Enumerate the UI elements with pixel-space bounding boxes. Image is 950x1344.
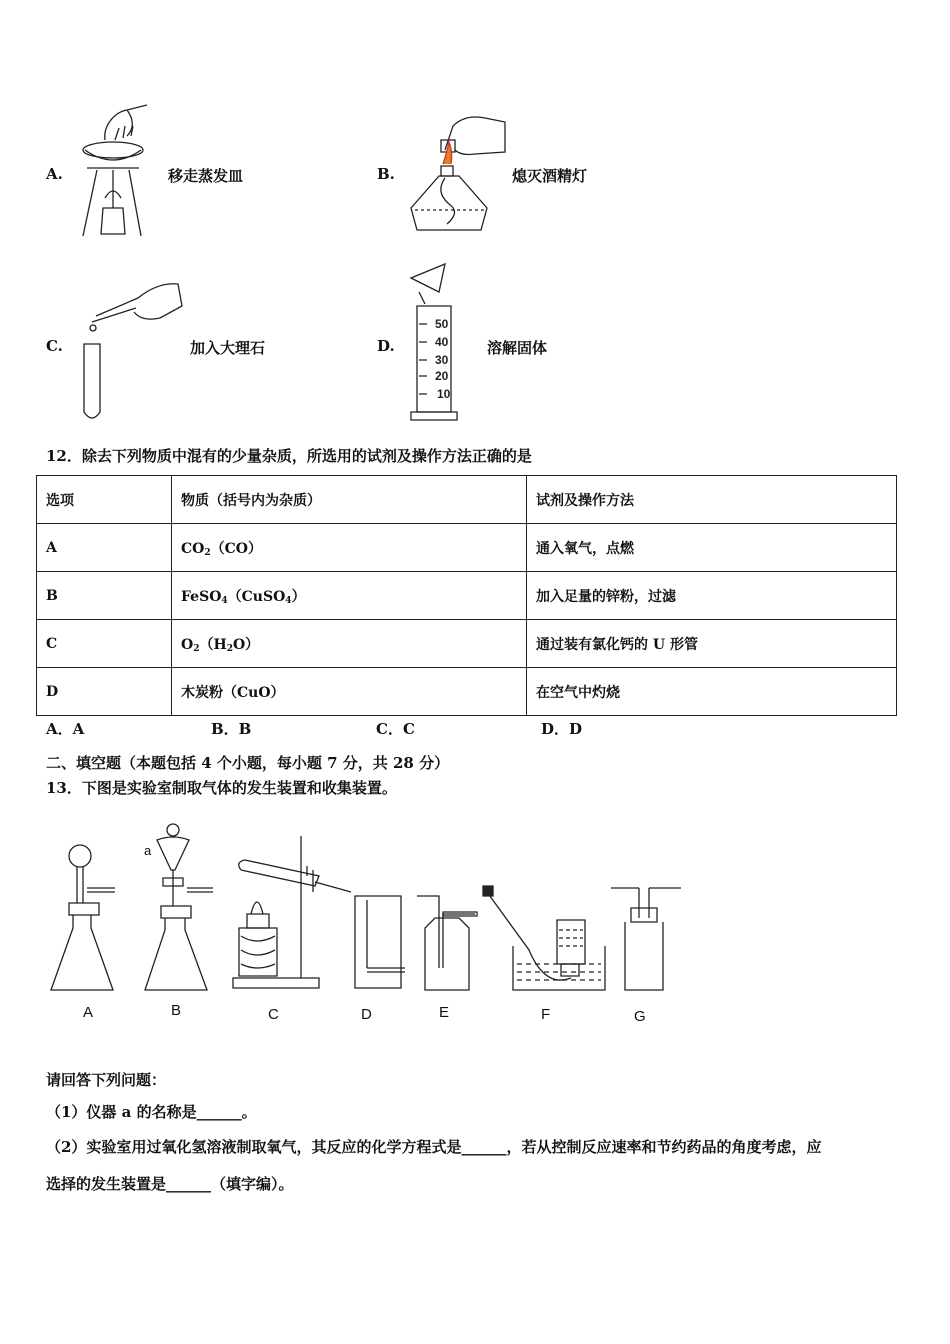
header-substance: 物质（括号内为杂质） xyxy=(172,476,527,524)
gas-apparatus-figure xyxy=(45,818,695,1033)
option-c-text: 加入大理石 xyxy=(190,339,266,357)
table-row xyxy=(37,668,897,716)
cylinder-mark-10: 10 xyxy=(437,387,451,401)
option-c-letter: C. xyxy=(46,337,63,355)
cylinder-mark-50: 50 xyxy=(435,317,449,331)
answer-d: D．D xyxy=(541,720,583,738)
option-a-text: 移走蒸发皿 xyxy=(168,167,244,185)
q12-table xyxy=(36,475,897,716)
q13-sub2-line1: （2）实验室用过氧化氢溶液制取氧气，其反应的化学方程式是______，若从控制反应速率和节约药品的角度考虑，应 xyxy=(46,1138,822,1156)
apparatus-label-d: D xyxy=(361,1006,372,1023)
q13-sub2-line2: 选择的发生装置是______（填字编）。 xyxy=(46,1175,294,1193)
answer-a: A．A xyxy=(46,720,85,738)
cylinder-mark-40: 40 xyxy=(435,335,449,349)
option-a-letter: A. xyxy=(46,165,63,183)
cylinder-mark-20: 20 xyxy=(435,369,449,383)
apparatus-label-g: G xyxy=(634,1008,646,1025)
row-substance: FeSO$_4$（CuSO$_4$） xyxy=(172,572,527,620)
q12-title: 12．除去下列物质中混有的少量杂质，所选用的试剂及操作方法正确的是 xyxy=(46,447,532,465)
table-row xyxy=(37,524,897,572)
apparatus-label-f: F xyxy=(541,1006,551,1023)
table-header-row xyxy=(37,476,897,524)
test-tube-tongs-illustration xyxy=(78,276,188,422)
option-d-letter: D. xyxy=(377,337,395,355)
row-option: C xyxy=(37,620,172,668)
funnel-label-a: a xyxy=(144,843,152,858)
row-method: 加入足量的锌粉，过滤 xyxy=(527,572,897,620)
q13-prompt: 请回答下列问题： xyxy=(46,1071,167,1089)
row-method: 通过装有氯化钙的 U 形管 xyxy=(527,620,897,668)
row-option: A xyxy=(37,524,172,572)
section-2-heading: 二、填空题（本题包括 4 个小题，每小题 7 分，共 28 分） xyxy=(46,754,450,772)
q13-sub1: （1）仪器 a 的名称是______。 xyxy=(46,1103,257,1121)
answer-b: B．B xyxy=(211,720,252,738)
row-substance: 木炭粉（CuO） xyxy=(172,668,527,716)
measuring-cylinder-illustration xyxy=(405,262,475,424)
apparatus-label-e: E xyxy=(439,1004,450,1021)
row-method: 通入氧气，点燃 xyxy=(527,524,897,572)
cylinder-mark-30: 30 xyxy=(435,353,449,367)
row-option: D xyxy=(37,668,172,716)
row-method: 在空气中灼烧 xyxy=(527,668,897,716)
option-b-letter: B. xyxy=(377,165,395,183)
header-method: 试剂及操作方法 xyxy=(527,476,897,524)
q13-title: 13．下图是实验室制取气体的发生装置和收集装置。 xyxy=(46,779,397,797)
option-b-text: 熄灭酒精灯 xyxy=(512,167,588,185)
row-substance: $O_2(H_2O)$ xyxy=(172,620,527,668)
alcohol-lamp-illustration xyxy=(405,112,515,237)
header-option: 选项 xyxy=(37,476,172,524)
evaporating-dish-illustration xyxy=(75,100,160,240)
answer-c: C．C xyxy=(376,720,415,738)
apparatus-label-c: C xyxy=(268,1006,279,1023)
apparatus-label-b: B xyxy=(171,1002,182,1019)
apparatus-label-a: A xyxy=(83,1004,94,1021)
row-substance: $CO_2(CO)$ xyxy=(172,524,527,572)
table-row xyxy=(37,572,897,620)
option-d-text: 溶解固体 xyxy=(487,339,548,357)
row-option: B xyxy=(37,572,172,620)
table-row xyxy=(37,620,897,668)
